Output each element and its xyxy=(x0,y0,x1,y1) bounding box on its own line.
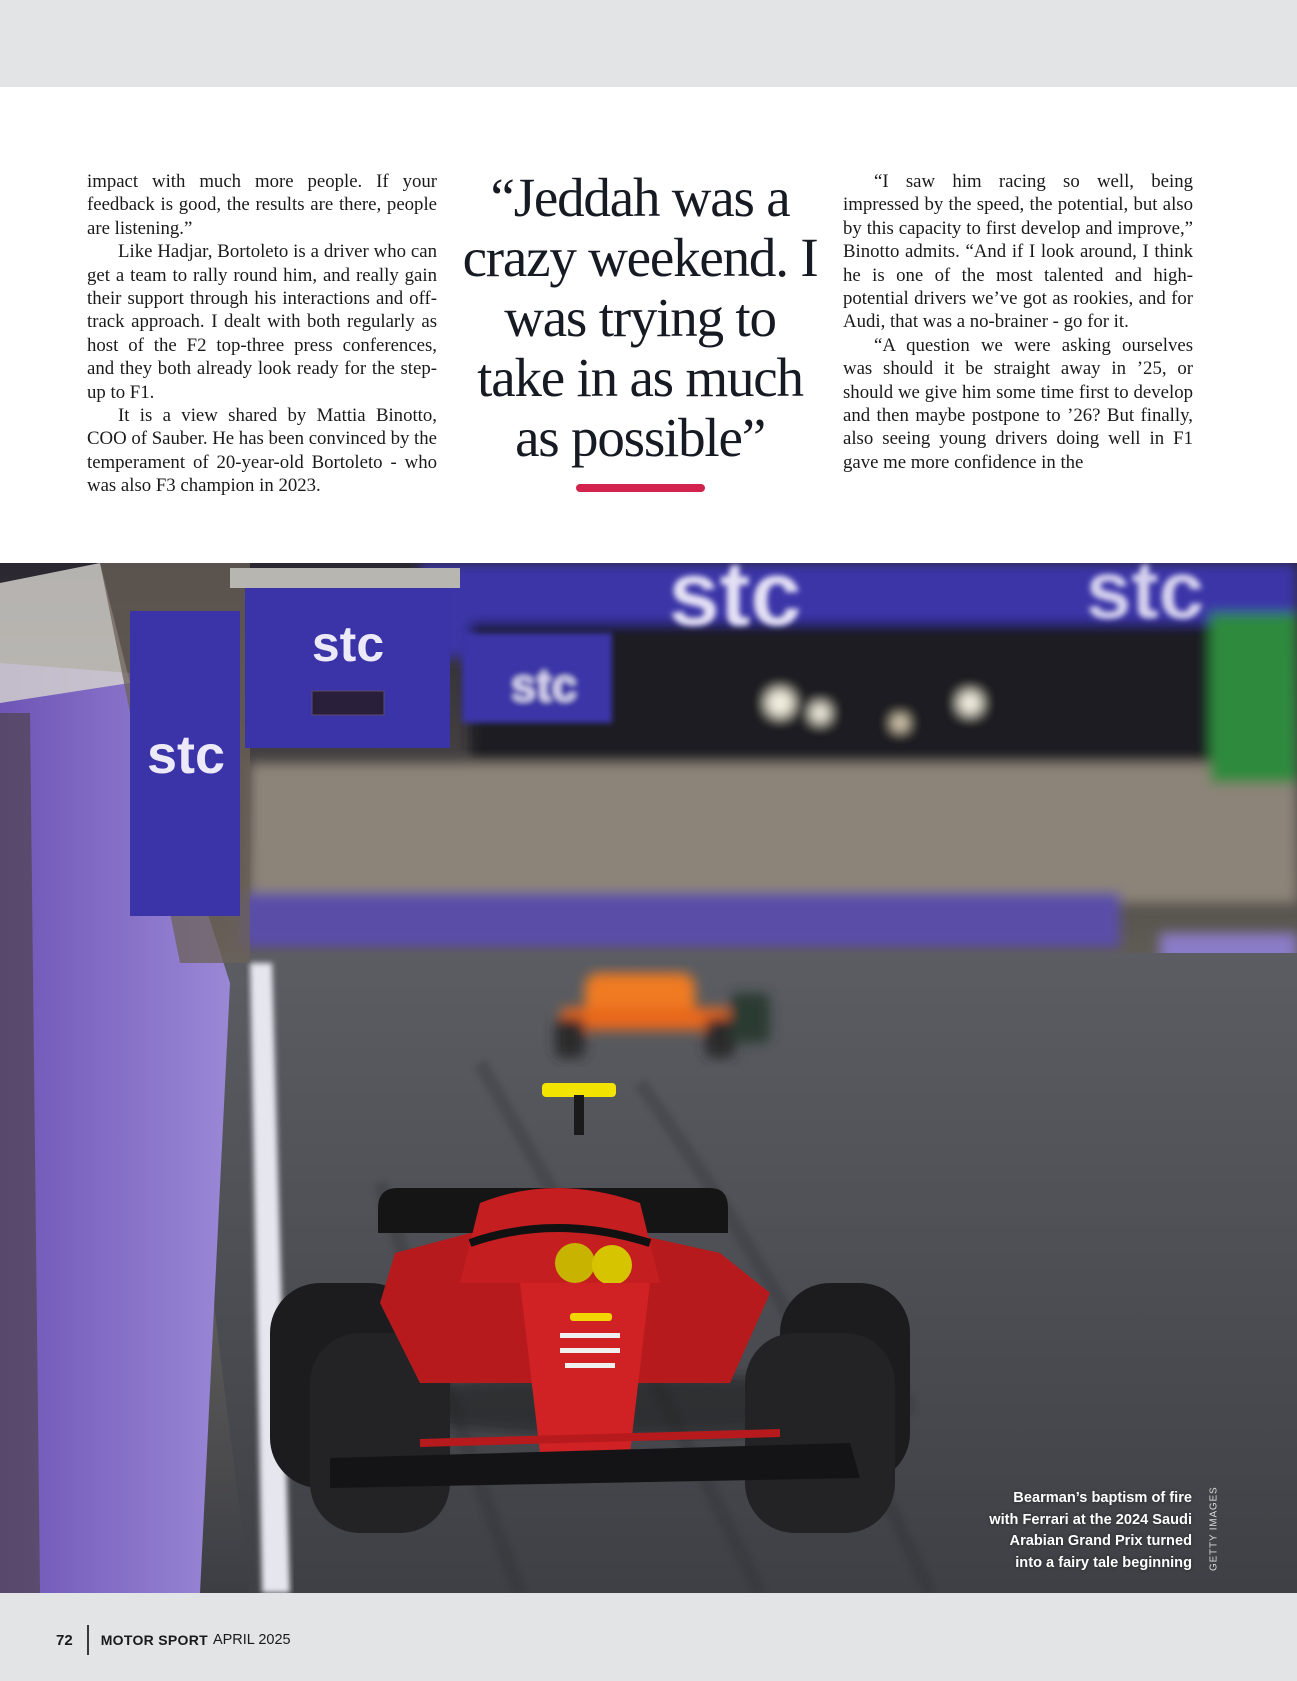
page-number: 72 xyxy=(56,1631,73,1649)
paragraph: Like Hadjar, Bortoleto is a driver who can get a team to rally round him, and really gain their support through his interactions and off-track approach. I dealt with both regularly as host of the F2 top-three press conferences, and they both already look ready for the step-up to F1. xyxy=(87,241,437,403)
footer-divider xyxy=(87,1625,89,1655)
page-footer xyxy=(56,1624,291,1656)
paragraph: “I saw him racing so well, being impressed by the speed, the potential, but also by this capacity to first develop and improve,” Binotto admits. “And if I look around, I think he is one of the most talented and high-potential drivers we’ve got as rookies, and for Audi, that was a no-brainer - go for it. xyxy=(843,171,1193,333)
sign-text: stc xyxy=(668,563,802,645)
pull-quote: “Jeddah was a crazy weekend. I was trying to take in as much as possible” xyxy=(462,167,818,468)
top-margin-band xyxy=(0,0,1297,87)
paragraph: “A question we were asking ourselves was should it be straight away in ’25, or should we give him some time first to develop and then maybe postpone to ’26? But finally, also seeing young drivers doing well in F1 gave me more confidence in the xyxy=(843,334,1193,473)
photo-credit: GETTY IMAGES xyxy=(1208,1486,1219,1571)
sign-text: stc xyxy=(146,725,226,785)
issue-date: APRIL 2025 xyxy=(212,1632,291,1648)
sign-text: stc xyxy=(510,659,578,711)
paragraph: impact with much more people. If your feedback is good, the results are there, people are listening.” xyxy=(87,171,437,239)
paragraph: It is a view shared by Mattia Binotto, COO of Sauber. He has been convinced by the temperament of 20-year-old Bortoleto - who was also F3 champion in 2023. xyxy=(87,405,437,497)
magazine-name: MOTOR SPORT xyxy=(100,1632,208,1648)
pull-quote-rule xyxy=(576,484,705,492)
article-column-left xyxy=(87,170,437,498)
article-column-right xyxy=(843,170,1193,474)
sign-text: stc xyxy=(311,616,385,672)
photo-caption: Bearman’s baptism of fire with Ferrari at the 2024 Saudi Arabian Grand Prix turned into a fairy tale beginning xyxy=(989,1490,1192,1571)
sign-text: stc xyxy=(1085,563,1205,636)
race-photo-illustration xyxy=(0,563,1297,1593)
race-photo xyxy=(0,563,1297,1593)
